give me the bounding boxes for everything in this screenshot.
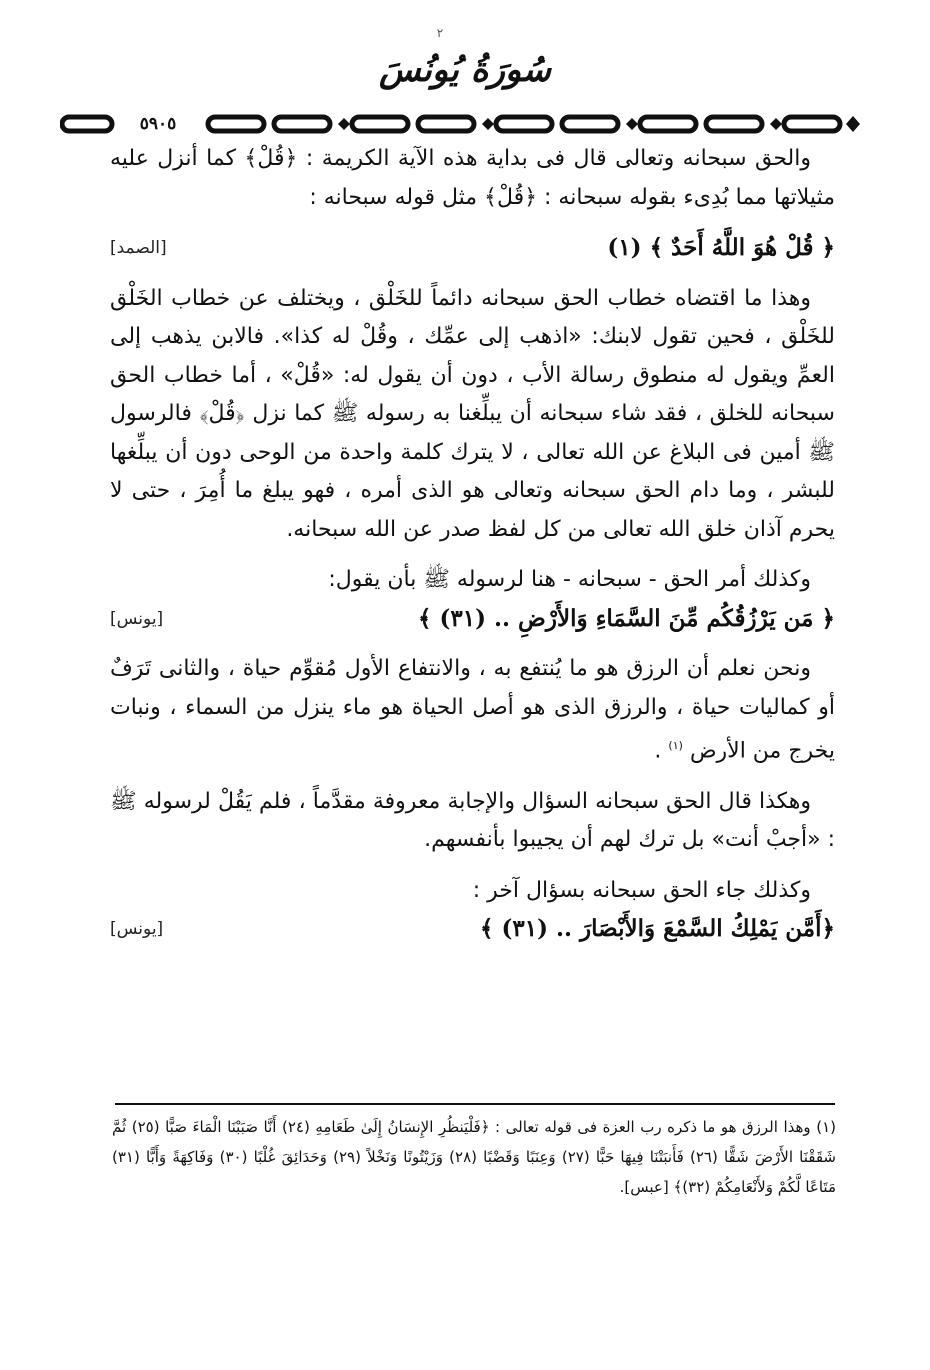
verse-number: (١): [607, 234, 642, 261]
surah-reference-3: [يونس]: [110, 919, 164, 940]
page-number: ٥٩٠٥: [118, 112, 198, 136]
paragraph-1: والحق سبحانه وتعالى قال فى بداية هذه الآية الكريمة : ﴿قُلْ﴾ كما أنزل عليه مثيلاتها مما بُدِىء بقوله سبحانه : ﴿قُلْ﴾ مثل قوله سبحانه :: [110, 146, 835, 210]
verse-block-1: [110, 229, 835, 268]
surah-reference-2: [يونس]: [110, 608, 164, 629]
surah-reference-1: [الصمد]: [110, 238, 167, 258]
footnote-1: (١) وهذا الرزق هو ما ذكره رب العزة فى قوله تعالى : ﴿فَلْيَنظُرِ الإِنسَانُ إِلَىٰ طَعَامِهِ (٢٤) أَنَّا صَبَبْنَا الْمَاءَ صَبًّا (٢٥) ثُمَّ شَقَقْنَا الأَرْضَ شَقًّا (٢٦) فَأَنبَتْنَا فِيهَا حَبًّا (٢٧) وَعِنَبًا وَقَضْبًا (٢٨) وَزَيْتُونًا وَنَخْلاً (٢٩) وَحَدَائِقَ غُلْبًا (٣٠) وَفَاكِهَةً وَأَبًّا (٣١) مَتَاعًا لَّكُمْ وَلأَنْعَامِكُمْ (٣٢)﴾ [عبس].: [112, 1118, 836, 1196]
verse-block-2: [110, 600, 835, 639]
paragraph-5: وهكذا قال الحق سبحانه السؤال والإجابة معروفة مقدَّماً ، فلم يَقُلْ لرسوله ﷺ : «أجبْ أنت» بل ترك لهم أن يجيبوا بأنفسهم.: [110, 788, 835, 853]
surah-title: سُورَةُ يُونُسَ: [379, 50, 551, 90]
footnote-marker: (١): [668, 739, 683, 752]
footnotes: [112, 1112, 836, 1202]
paragraph-6: وكذلك جاء الحق سبحانه بسؤال آخر :: [472, 877, 811, 903]
top-mark: ٢: [436, 26, 444, 40]
footnote-divider: [115, 1103, 835, 1105]
quran-verse-3: ﴿أَمَّن يَمْلِكُ السَّمْعَ وَالأَبْصَارَ .. (٣١) ﴾: [480, 915, 835, 943]
verse-block-3: [110, 910, 835, 949]
paragraph-3: وكذلك أمر الحق - سبحانه - هنا لرسوله ﷺ بأن يقول:: [328, 567, 811, 592]
paragraph-2: وهذا ما اقتضاه خطاب الحق سبحانه دائماً للخَلْق ، ويختلف عن خطاب الخَلْق للخَلْق ، فحين تقول لابنك: «اذهب إلى عمِّك ، وقُلْ له كذا». فالابن يذهب إلى العمِّ ويقول له منطوق رسالة الأب ، دون أن يقول له: «قُلْ» ، أما خطاب الحق سبحانه للخلق ، فقد شاء سبحانه أن يبلِّغنا به رسوله ﷺ كما نزل ﴿قُلْ﴾ فالرسول ﷺ أمين فى البلاغ عن الله تعالى ، لا يترك كلمة واحدة من الوحى دون أن يبلِّغها للبشر ، وما دام الحق سبحانه وتعالى هو الذى أمره ، فهو يبلغ ما أُمِرَ ، حتى لا يحرم آذان خلق الله تعالى من كل لفظ صدر عن الله سبحانه.: [110, 285, 835, 542]
quran-verse-1: ﴿ قُلْ هُوَ اللَّهُ أَحَدٌ ﴾ (١): [607, 234, 835, 261]
quran-verse-2: ﴿ مَن يَرْزُقُكُم مِّنَ السَّمَاءِ وَالأَرْضِ .. (٣١) ﴾: [418, 604, 835, 632]
paragraph-4: ونحن نعلم أن الرزق هو ما يُنتفع به ، والانتفاع الأول مُقوِّم حياة ، والثانى تَرَفٌ أو كماليات حياة ، والرزق الذى هو أصل الحياة هو ماء ينزل من السماء ، ونبات يخرج من الأرض $^{(١)}$ .: [110, 656, 835, 764]
main-text: [110, 140, 835, 961]
